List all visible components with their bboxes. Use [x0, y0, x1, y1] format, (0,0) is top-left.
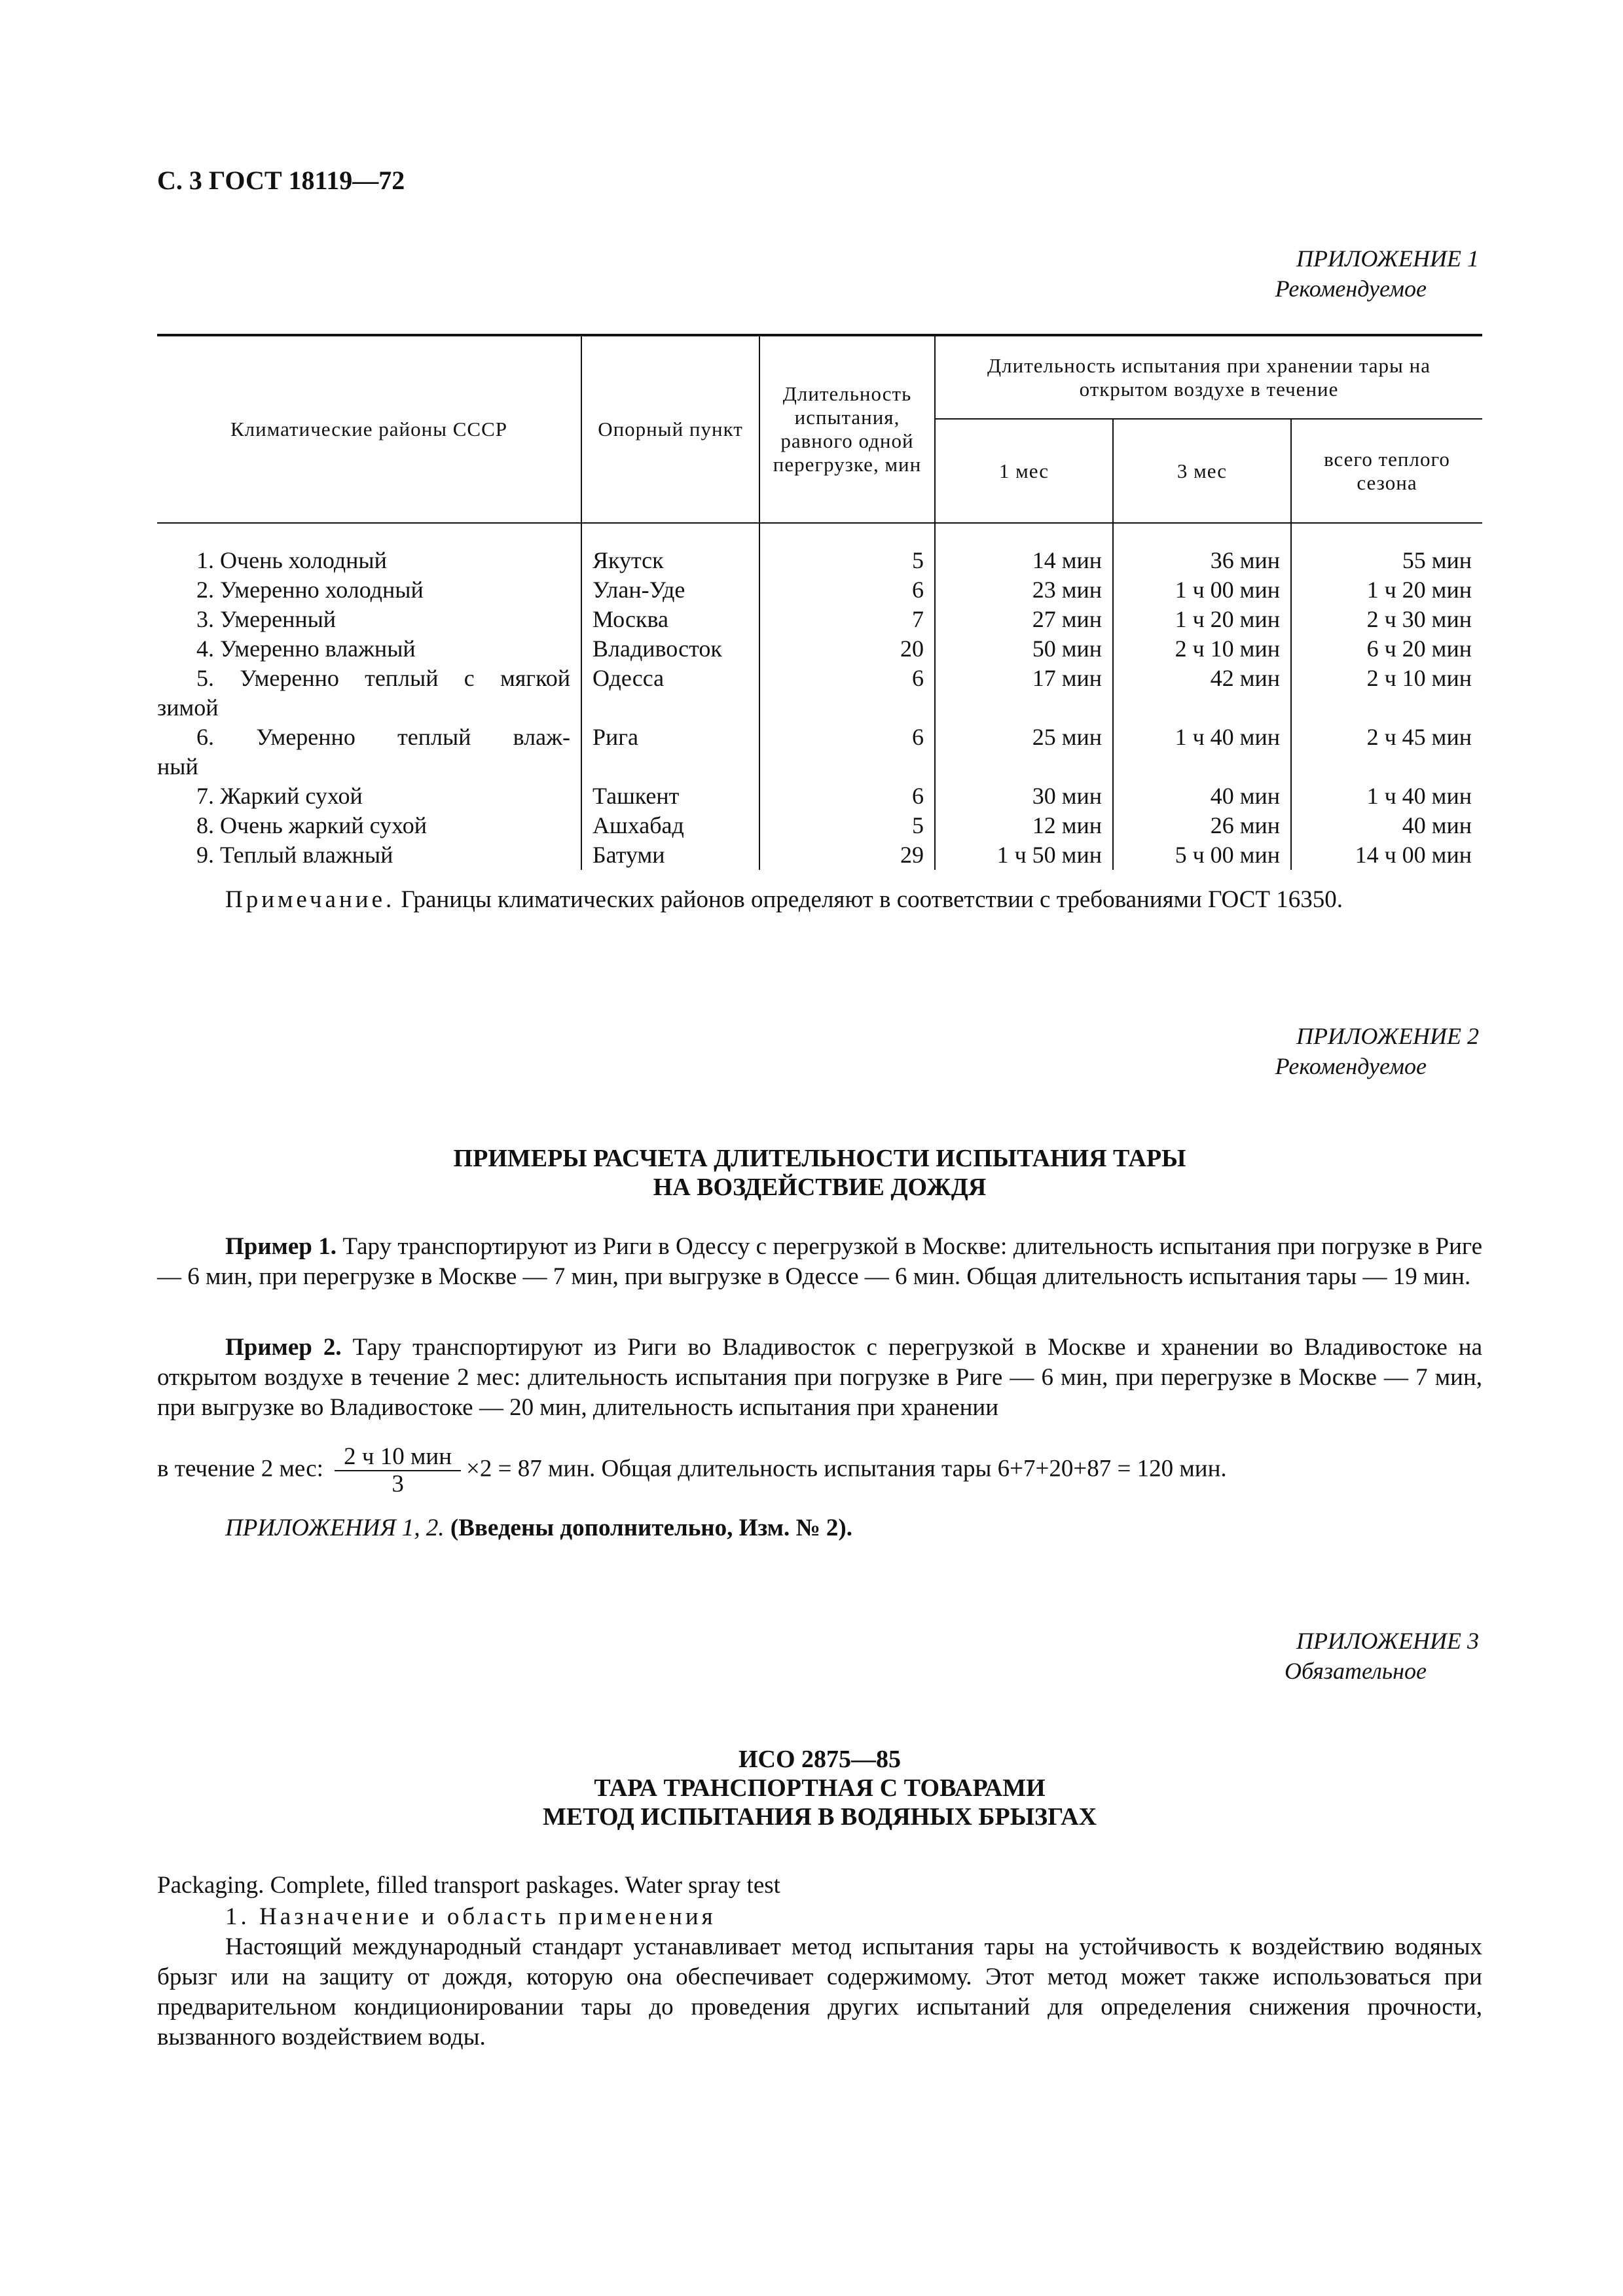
cell-1-month: 27 мин — [935, 605, 1113, 634]
table-body — [157, 523, 1482, 870]
table-row — [157, 840, 1482, 870]
cell-duration: 6 — [759, 781, 935, 811]
cell-region: 5. Умеренно теплый с мягкой зимой — [157, 665, 570, 721]
appendix-2-heading: ПРИМЕРЫ РАСЧЕТА ДЛИТЕЛЬНОСТИ ИСПЫТАНИЯ ТАРЫ НА ВОЗДЕЙСТВИЕ ДОЖДЯ — [453, 1145, 1186, 1201]
header-storage: Длительность испытания при хранении тары на открытом воздухе в течение — [935, 335, 1482, 419]
cell-1-month: 50 мин — [935, 634, 1113, 664]
cell-region: 8. Очень жаркий сухой — [196, 812, 428, 838]
cell-point: Улан-Уде — [581, 575, 759, 605]
cell-region: 6. Умеренно теплый влаж- ный — [157, 724, 570, 780]
table-row — [157, 664, 1482, 723]
example-1-label: Пример 1. — [225, 1233, 337, 1260]
table-row — [157, 634, 1482, 664]
formula-line — [157, 1444, 1482, 1498]
cell-1-month: 1 ч 50 мин — [935, 840, 1113, 870]
appendix-1-status: Рекомендуемое — [1275, 276, 1427, 302]
cell-warm-season: 55 мин — [1291, 523, 1482, 575]
note-label: Примечание. — [225, 886, 395, 913]
cell-duration: 20 — [759, 634, 935, 664]
cell-warm-season: 2 ч 45 мин — [1291, 723, 1482, 781]
cell-3-months: 5 ч 00 мин — [1113, 840, 1291, 870]
header-3-months: 3 мес — [1113, 419, 1291, 523]
cell-3-months: 42 мин — [1113, 664, 1291, 723]
cell-point: Москва — [581, 605, 759, 634]
table-row — [157, 781, 1482, 811]
cell-3-months: 26 мин — [1113, 811, 1291, 840]
header-duration: Длительность испытания, равного одной перегрузке, мин — [759, 335, 935, 523]
table-note — [157, 885, 1482, 915]
cell-region: 9. Теплый влажный — [196, 842, 393, 868]
appendix-3-title: ПРИЛОЖЕНИЕ 3 — [1296, 1628, 1479, 1654]
appendix-2-title: ПРИЛОЖЕНИЕ 2 — [1296, 1023, 1479, 1049]
cell-point: Владивосток — [581, 634, 759, 664]
example-2-label: Пример 2. — [225, 1334, 342, 1361]
cell-warm-season: 6 ч 20 мин — [1291, 634, 1482, 664]
appendix-3-status: Обязательное — [1285, 1658, 1427, 1684]
cell-3-months: 1 ч 40 мин — [1113, 723, 1291, 781]
cell-point: Батуми — [581, 840, 759, 870]
appendix-2-label — [1275, 1021, 1479, 1081]
cell-region: 1. Очень холодный — [196, 547, 387, 573]
climate-table — [157, 334, 1482, 870]
cell-duration: 6 — [759, 664, 935, 723]
header-point: Опорный пункт — [581, 335, 759, 523]
cell-3-months: 40 мин — [1113, 781, 1291, 811]
intro-italic: ПРИЛОЖЕНИЯ 1, 2. — [225, 1515, 445, 1541]
cell-warm-season: 14 ч 00 мин — [1291, 840, 1482, 870]
section-heading: 1. Назначение и область применения — [225, 1903, 716, 1930]
appendix-2-status: Рекомендуемое — [1275, 1053, 1427, 1079]
cell-duration: 7 — [759, 605, 935, 634]
table-row — [157, 575, 1482, 605]
cell-3-months: 36 мин — [1113, 523, 1291, 575]
cell-point: Рига — [581, 723, 759, 781]
formula-denominator: 3 — [392, 1471, 404, 1498]
page-header: С. 3 ГОСТ 18119—72 — [157, 166, 405, 195]
cell-duration: 6 — [759, 723, 935, 781]
cell-duration: 6 — [759, 575, 935, 605]
cell-1-month: 30 мин — [935, 781, 1113, 811]
cell-point: Ашхабад — [581, 811, 759, 840]
cell-point: Ташкент — [581, 781, 759, 811]
header-region: Климатические районы СССР — [230, 418, 508, 440]
cell-1-month: 12 мин — [935, 811, 1113, 840]
cell-point: Одесса — [581, 664, 759, 723]
example-1 — [157, 1232, 1482, 1292]
table-row — [157, 811, 1482, 840]
cell-1-month: 23 мин — [935, 575, 1113, 605]
cell-region: 7. Жаркий сухой — [196, 783, 363, 809]
cell-warm-season: 40 мин — [1291, 811, 1482, 840]
cell-duration: 29 — [759, 840, 935, 870]
cell-warm-season: 2 ч 30 мин — [1291, 605, 1482, 634]
cell-region: 3. Умеренный — [196, 606, 337, 632]
section-body: Настоящий международный стандарт устанавливает метод испытания тары на устойчивость к воздействию водяных брызг или на защиту от дождя, которую она обеспечивает содержимому. Этот метод может также использоваться при предварительном кондиционировании тары до проведения других испытаний для определения снижения прочности, вызванного воздействием воды. — [157, 1933, 1482, 2051]
table-row — [157, 723, 1482, 781]
english-title: Packaging. Complete, filled transport paskages. Water spray test — [157, 1872, 780, 1899]
cell-duration: 5 — [759, 523, 935, 575]
appendix-1-title: ПРИЛОЖЕНИЕ 1 — [1296, 245, 1479, 272]
cell-3-months: 1 ч 20 мин — [1113, 605, 1291, 634]
table-header — [157, 335, 1482, 523]
cell-warm-season: 2 ч 10 мин — [1291, 664, 1482, 723]
appendix-3-heading: ИСО 2875—85 ТАРА ТРАНСПОРТНАЯ С ТОВАРАМИ МЕТОД ИСПЫТАНИЯ В ВОДЯНЫХ БРЫЗГАХ — [542, 1746, 1097, 1831]
cell-3-months: 2 ч 10 мин — [1113, 634, 1291, 664]
cell-region: 4. Умеренно влажный — [196, 636, 416, 662]
cell-1-month: 25 мин — [935, 723, 1113, 781]
cell-1-month: 17 мин — [935, 664, 1113, 723]
example-1-text: Тару транспортируют из Риги в Одессу с перегрузкой в Москве: длительность испытания при погрузке в Риге — 6 мин, при перегрузке в Москве — 7 мин, при выгрузке в Одессе — 6 мин. Общая длительность испытания тары — 19 мин. — [157, 1233, 1482, 1290]
cell-point: Якутск — [581, 523, 759, 575]
header-warm-season: всего теплого сезона — [1291, 419, 1482, 523]
intro-bold: (Введены дополнительно, Изм. № 2). — [444, 1515, 852, 1541]
example-2-text: Тару транспортируют из Риги во Владивосток с перегрузкой в Москве и хранении во Владивостоке на открытом воздухе в течение 2 мес: длительность испытания при погрузке в Риге — 6 мин, при перегрузке в Москве — 7 мин, при выгрузке во Владивостоке — 20 мин, длительность испытания при хранении — [157, 1334, 1482, 1421]
formula-rest: ×2 = 87 мин. Общая длительность испытания тары 6+7+20+87 = 120 мин. — [466, 1455, 1227, 1482]
header-1-month: 1 мес — [935, 419, 1113, 523]
table-row — [157, 605, 1482, 634]
cell-region: 2. Умеренно холодный — [196, 577, 424, 603]
cell-3-months: 1 ч 00 мин — [1113, 575, 1291, 605]
cell-warm-season: 1 ч 20 мин — [1291, 575, 1482, 605]
formula-numerator: 2 ч 10 мин — [335, 1444, 461, 1471]
formula-prefix: в течение 2 мес: — [157, 1455, 323, 1482]
appendices-intro-note — [157, 1513, 1482, 1543]
appendix-1-label — [1275, 243, 1479, 304]
appendix-3-label — [1285, 1626, 1479, 1686]
formula-fraction — [335, 1444, 461, 1498]
cell-duration: 5 — [759, 811, 935, 840]
cell-warm-season: 1 ч 40 мин — [1291, 781, 1482, 811]
cell-1-month: 14 мин — [935, 523, 1113, 575]
note-text: Границы климатических районов определяют в соответствии с требованиями ГОСТ 16350. — [395, 886, 1343, 913]
table-row — [157, 523, 1482, 575]
example-2 — [157, 1333, 1482, 1423]
